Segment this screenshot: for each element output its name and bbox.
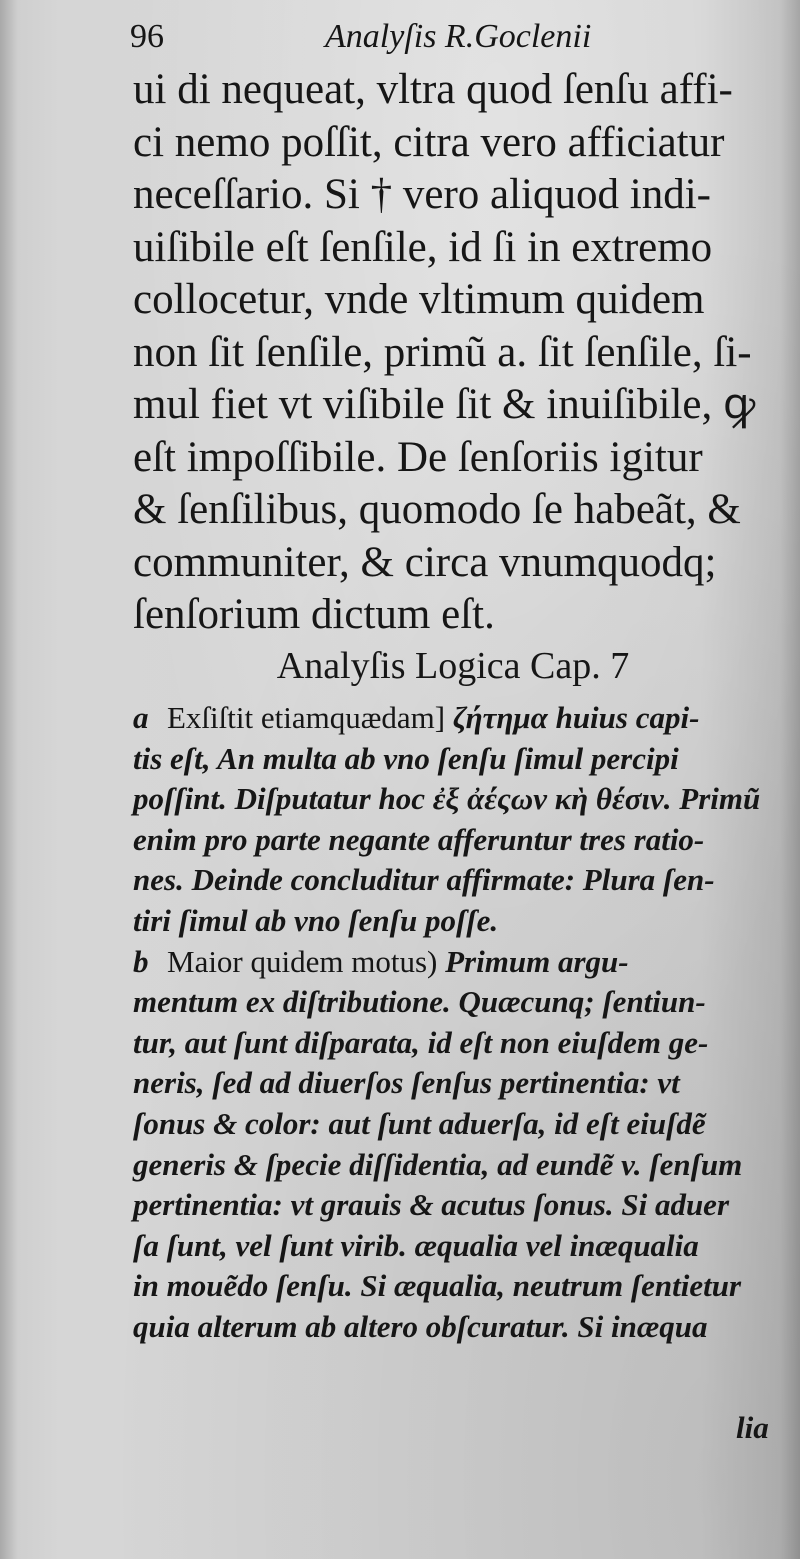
commentary-line bbox=[133, 1307, 773, 1348]
text-line: uiſibile eſt ſenſile, id ſi in extremo bbox=[133, 223, 713, 271]
lemma-text: Exſiſtit etiamquædam] bbox=[167, 700, 446, 735]
commentary-text: generis & ſpecie diſſidentia, ad eundẽ v. ſenſum bbox=[133, 1146, 743, 1182]
commentary-line bbox=[133, 1145, 773, 1186]
main-text-block bbox=[133, 64, 773, 642]
text-line: collocetur, vnde vltimum quidem bbox=[133, 276, 705, 323]
commentary-text: in mouẽdo ſenſu. Si æqualia, neutrum ſentietur bbox=[133, 1268, 742, 1304]
text-line: communiter, & circa vnumquodq; bbox=[133, 538, 717, 586]
commentary-line bbox=[133, 779, 773, 820]
page-header bbox=[130, 14, 630, 60]
lemma-text: Maior quidem motus) bbox=[167, 943, 438, 979]
commentary-line bbox=[133, 942, 773, 983]
commentary-line bbox=[133, 901, 773, 942]
section-heading: Analyſis Logica Cap. 7 bbox=[276, 645, 630, 687]
commentary-line bbox=[133, 1023, 773, 1064]
commentary-text: mentum ex diſtributione. Quæcunq; ſentiun- bbox=[133, 984, 706, 1020]
text-line: ui di nequeat, vltra quod ſenſu affi- bbox=[133, 66, 733, 113]
paragraph-marker: a bbox=[133, 700, 149, 735]
commentary-text: quia alterum ab altero obſcuratur. Si inæqua bbox=[133, 1308, 708, 1344]
commentary-line bbox=[133, 1266, 773, 1307]
commentary-text: poſſint. Diſputatur hoc ἐξ ἀέςων κὴ θέσιν. Primũ bbox=[133, 781, 761, 817]
commentary-text: tis eſt, An multa ab vno ſenſu ſimul percipi bbox=[133, 740, 679, 776]
page-number: 96 bbox=[130, 18, 164, 55]
commentary-line bbox=[133, 1185, 773, 1226]
commentary-text: ſonus & color: aut ſunt aduerſa, id eſt eiuſdẽ bbox=[133, 1105, 706, 1141]
commentary-text: ſa ſunt, vel ſunt virib. æqualia vel inæqualia bbox=[133, 1227, 699, 1263]
commentary-line bbox=[133, 860, 773, 901]
commentary-line bbox=[133, 982, 773, 1023]
text-line: mul fiet vt viſibile ſit & inuiſibile, ꝙ bbox=[133, 381, 756, 428]
text-line: eſt impoſſibile. De ſenſoriis igitur bbox=[133, 433, 703, 481]
commentary-text: neris, ſed ad diuerſos ſenſus pertinentia: vt bbox=[133, 1065, 680, 1101]
commentary-line bbox=[133, 820, 773, 861]
commentary-text: pertinentia: vt grauis & acutus ſonus. Si aduer bbox=[133, 1187, 730, 1223]
commentary-line bbox=[133, 1226, 773, 1267]
commentary-text: tiri ſimul ab vno ſenſu poſſe. bbox=[133, 902, 499, 938]
running-title: Analyſis R.Goclenii bbox=[325, 18, 592, 55]
catchword: lia bbox=[736, 1410, 769, 1445]
commentary-text: tur, aut ſunt diſparata, id eſt non eiuſdem ge- bbox=[133, 1024, 709, 1060]
commentary-line bbox=[133, 739, 773, 780]
paragraph-marker: b bbox=[133, 943, 149, 979]
text-line: neceſſario. Si † vero aliquod indi- bbox=[133, 171, 711, 218]
commentary-block bbox=[133, 698, 773, 1348]
commentary-line bbox=[133, 1104, 773, 1145]
commentary-text: enim pro parte negante afferuntur tres ratio- bbox=[133, 821, 705, 857]
text-line: non ſit ſenſile, primũ a. ſit ſenſile, ſi- bbox=[133, 328, 752, 376]
text-line: ci nemo poſſit, citra vero afficiatur bbox=[133, 118, 725, 166]
commentary-text: nes. Deinde concluditur affirmate: Plura ſen- bbox=[133, 862, 715, 898]
commentary-text: ζήτημα huius capi- bbox=[452, 700, 700, 735]
text-line: & ſenſilibus, quomodo ſe habeãt, & bbox=[133, 486, 741, 533]
text-line: ſenſorium dictum eſt. bbox=[133, 591, 495, 638]
commentary-line bbox=[133, 698, 773, 739]
commentary-line bbox=[133, 1063, 773, 1104]
commentary-text: Primum argu- bbox=[445, 943, 629, 979]
